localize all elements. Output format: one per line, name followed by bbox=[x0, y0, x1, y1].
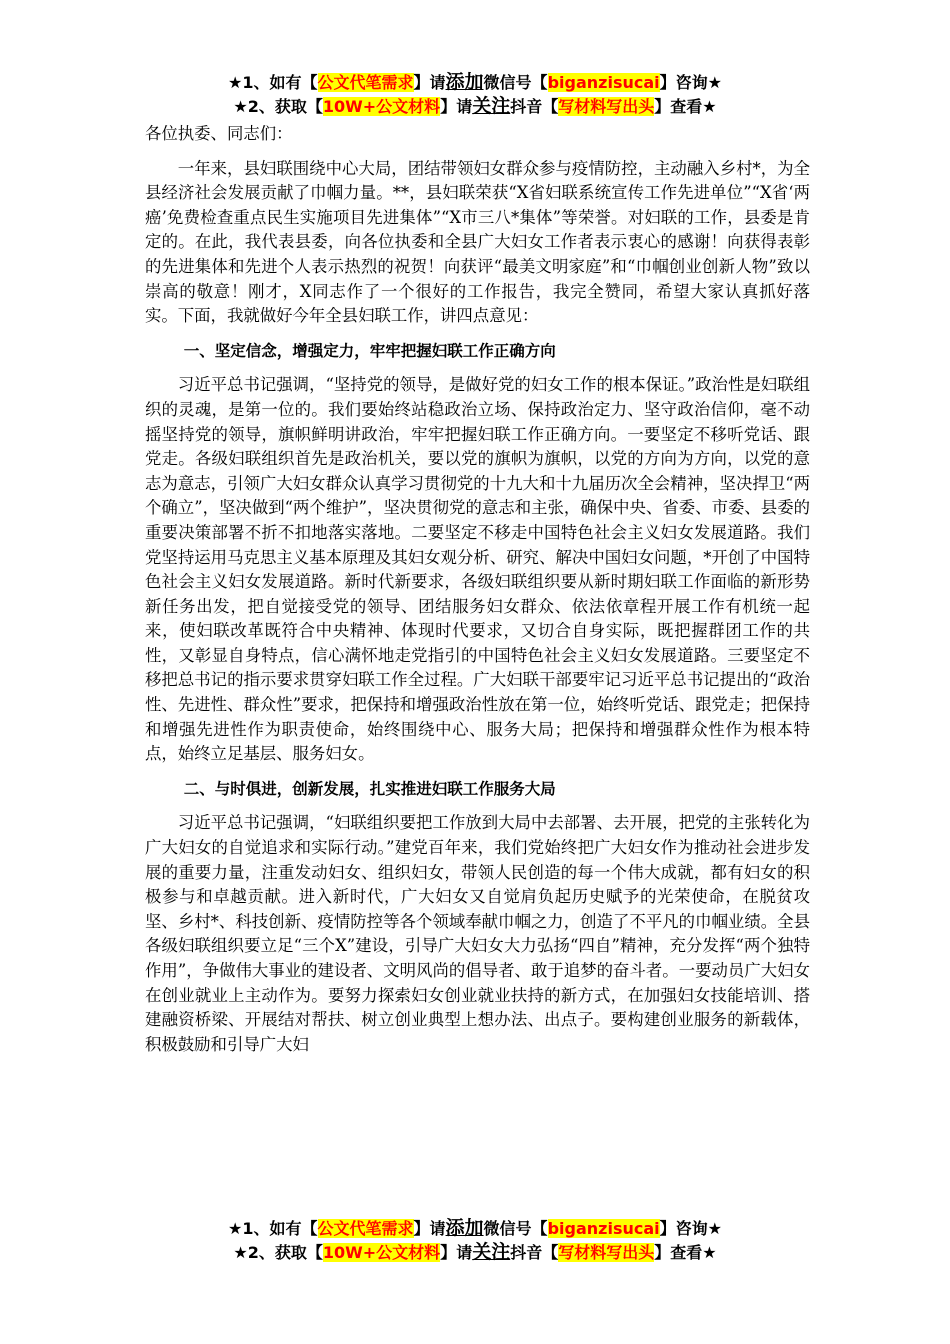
paragraph-intro: 一年来，县妇联围绕中心大局，团结带领妇女群众参与疫情防控，主动融入乡村*，为全县经济社会发展贡献了巾帼力量。**，县妇联荣获“X省妇联系统宣传工作先进单位”“X省‘两癌’免费检查重点民生实施项目先进集体”“X市三八*集体”等荣誉。对妇联的工作，县委是肯定的。在此，我代表县委，向各位执委和全县广大妇女工作者表示衷心的感谢！向获得表彰的先进集体和先进个人表示热烈的祝贺！向获评“最美文明家庭”和“巾帼创业创新人物”致以崇高的敬意！刚才，X同志作了一个很好的工作报告，我完全赞同，希望大家认真抓好落实。下面，我就做好今年全县妇联工作，讲四点意见： bbox=[145, 158, 810, 326]
top-banner-line-1: ★1、如有【公文代笔需求】请添加微信号【biganzisucai】咨询★ bbox=[228, 71, 722, 93]
salutation: 各位执委、同志们： bbox=[145, 124, 293, 143]
highlight-service: 公文代笔需求 bbox=[317, 73, 414, 92]
highlight-materials: 10W+公文材料 bbox=[322, 97, 441, 116]
highlight-wechat-id: biganzisucai bbox=[547, 1219, 660, 1238]
section-heading-2: 二、与时俱进，创新发展，扎实推进妇联工作服务大局 bbox=[183, 779, 556, 798]
highlight-douyin: 写材料写出头 bbox=[558, 97, 655, 116]
highlight-service: 公文代笔需求 bbox=[317, 1219, 414, 1238]
bottom-banner-line-1: ★1、如有【公文代笔需求】请添加微信号【biganzisucai】咨询★ bbox=[228, 1217, 722, 1239]
highlight-douyin: 写材料写出头 bbox=[558, 1243, 655, 1262]
section-heading-1: 一、坚定信念，增强定力，牢牢把握妇联工作正确方向 bbox=[183, 341, 556, 360]
highlight-wechat-id: biganzisucai bbox=[547, 73, 660, 92]
paragraph-section-1: 习近平总书记强调，“坚持党的领导，是做好党的妇女工作的根本保证。”政治性是妇联组织的灵魂，是第一位的。我们要始终站稳政治立场、保持政治定力、坚守政治信仰，毫不动摇坚持党的领导，旗帜鲜明讲政治，牢牢把握妇联工作正确方向。一要坚定不移听党话、跟党走。各级妇联组织首先是政治机关，要以党的旗帜为旗帜，以党的方向为方向，以党的意志为意志，引领广大妇女群众认真学习贯彻党的十九大和十九届历次全会精神，坚决捍卫“两个确立”，坚决做到“两个维护”，坚决贯彻党的意志和主张，确保中央、省委、市委、县委的重要决策部署不折不扣地落实落地。二要坚定不移走中国特色社会主义妇女发展道路。我们党坚持运用马克思主义基本原理及其妇女观分析、研究、解决中国妇女问题，*开创了中国特色社会主义妇女发展道路。新时代新要求，各级妇联组织要从新时期妇联工作面临的新形势新任务出发，把自觉接受党的领导、团结服务妇女群众、依法依章程开展工作有机统一起来，使妇联改革既符合中央精神、体现时代要求，又切合自身实际，既把握群团工作的共性，又彰显自身特点，信心满怀地走党指引的中国特色社会主义妇女发展道路。三要坚定不移把总书记的指示要求贯穿妇联工作全过程。广大妇联干部要牢记习近平总书记提出的“政治性、先进性、群众性”要求，把保持和增强政治性放在第一位，始终听党话、跟党走；把保持和增强先进性作为职责使命，始终围绕中心、服务大局；把保持和增强群众性作为根本特点，始终立足基层、服务妇女。 bbox=[145, 375, 810, 764]
bottom-banner-line-2: ★2、获取【10W+公文材料】请关注抖音【写材料写出头】查看★ bbox=[233, 1241, 717, 1263]
paragraph-section-2: 习近平总书记强调，“妇联组织要把工作放到大局中去部署、去开展，把党的主张转化为广大妇女的自觉追求和实际行动。”建党百年来，我们党始终把广大妇女作为推动社会进步发展的重要力量，注重发动妇女、组织妇女，带领人民创造的每一个伟大成就，都有妇女的积极参与和卓越贡献。进入新时代，广大妇女又自觉肩负起历史赋予的光荣使命，在脱贫攻坚、乡村*、科技创新、疫情防控等各个领域奉献巾帼之力，创造了不平凡的巾帼业绩。全县各级妇联组织要立足“三个X”建设，引导广大妇女大力弘扬“四自”精神，充分发挥“两个独特作用”，争做伟大事业的建设者、文明风尚的倡导者、敢于追梦的奋斗者。一要动员广大妇女在创业就业上主动作为。要努力探索妇女创业就业扶持的新方式，在加强妇女技能培训、搭建融资桥梁、开展结对帮扶、树立创业典型上想办法、出点子。要构建创业服务的新载体，积极鼓励和引导广大妇 bbox=[145, 813, 810, 1054]
highlight-materials: 10W+公文材料 bbox=[322, 1243, 441, 1262]
document-body bbox=[145, 122, 810, 1057]
top-banner-line-2: ★2、获取【10W+公文材料】请关注抖音【写材料写出头】查看★ bbox=[233, 95, 717, 117]
